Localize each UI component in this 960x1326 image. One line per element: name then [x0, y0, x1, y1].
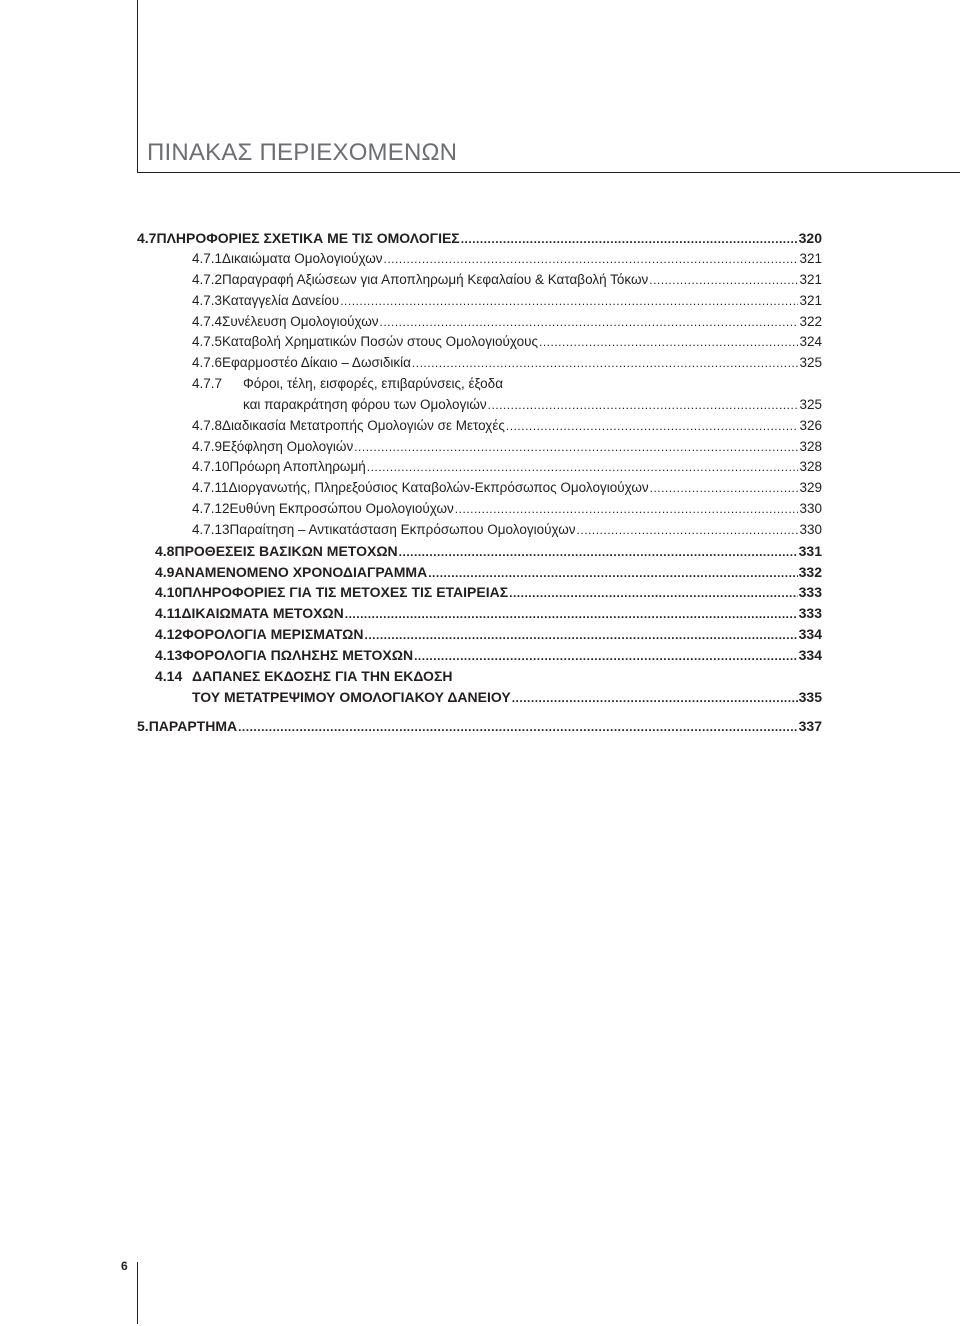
toc-title: ΠΑΡΑΡΤΗΜΑ — [148, 718, 238, 734]
dot-leader — [354, 437, 798, 457]
dot-leader — [512, 688, 798, 708]
dot-leader — [649, 270, 798, 290]
dot-leader — [345, 604, 798, 624]
toc-number: 4.12 — [155, 626, 183, 642]
toc-page: 324 — [799, 334, 822, 349]
toc-page: 329 — [799, 480, 822, 495]
toc-title-continued: ΤΟΥ ΜΕΤΑΤΡΕΨΙΜΟΥ ΟΜΟΛΟΓΙΑΚΟΥ ΔΑΝΕΙΟΥ — [192, 689, 511, 705]
toc-title: Ευθύνη Εκπροσώπου Ομολογιούχων — [229, 501, 454, 516]
toc-entry-4-7-5[interactable] — [192, 332, 822, 352]
toc-entry-4-14[interactable] — [155, 666, 822, 686]
toc-entry-4-14-continued[interactable] — [192, 687, 822, 707]
toc-page: 326 — [799, 418, 822, 433]
dot-leader — [650, 478, 799, 498]
toc-title-continued: και παρακράτηση φόρου των Ομολογιών — [243, 397, 487, 412]
toc-title: ΠΡΟΘΕΣΕΙΣ ΒΑΣΙΚΩΝ ΜΕΤΟΧΩΝ — [174, 543, 398, 559]
toc-title: Καταβολή Χρηματικών Ποσών στους Ομολογιούχους — [222, 334, 538, 349]
toc-page: 325 — [799, 355, 822, 370]
dot-leader — [461, 229, 798, 249]
toc-number: 4.8 — [155, 543, 175, 559]
toc-title: ΠΛΗΡΟΦΟΡΙΕΣ ΓΙΑ ΤΙΣ ΜΕΤΟΧΕΣ ΤΙΣ ΕΤΑΙΡΕΙΑΣ — [182, 584, 509, 600]
header-horizontal-rule — [137, 172, 960, 173]
toc-entry-4-7-7[interactable] — [192, 374, 822, 394]
toc-number: 4.7.9 — [192, 439, 223, 454]
toc-entry-4-7[interactable] — [137, 228, 822, 248]
toc-page: 320 — [798, 230, 822, 246]
toc-title: Διαδικασία Μετατροπής Ομολογιών σε Μετοχές — [222, 418, 505, 433]
dot-leader — [238, 717, 798, 737]
toc-number: 4.14 — [155, 668, 183, 684]
toc-page: 332 — [798, 564, 822, 580]
toc-entry-4-12[interactable] — [155, 624, 822, 644]
toc-entry-4-11[interactable] — [155, 603, 822, 623]
toc-number: 4.7.2 — [192, 272, 223, 287]
toc-entry-4-13[interactable] — [155, 645, 822, 665]
toc-entry-4-7-8[interactable] — [192, 416, 822, 436]
toc-number: 4.7.4 — [192, 314, 223, 329]
toc-page: 330 — [799, 501, 822, 516]
toc-number: 4.9 — [155, 564, 175, 580]
toc-page: 328 — [799, 459, 822, 474]
dot-leader — [428, 563, 797, 583]
toc-entry-4-7-12[interactable] — [192, 499, 822, 519]
toc-entry-4-7-2[interactable] — [192, 270, 822, 290]
toc-number: 4.7.11 — [192, 480, 229, 495]
dot-leader — [399, 542, 798, 562]
toc-page: 337 — [798, 718, 822, 734]
toc-page: 328 — [799, 439, 822, 454]
toc-title: ΑΝΑΜΕΝΟΜΕΝΟ ΧΡΟΝΟΔΙΑΓΡΑΜΜΑ — [174, 564, 428, 580]
toc-title: Δικαιώματα Ομολογιούχων — [222, 251, 383, 266]
toc-number: 4.7.3 — [192, 293, 223, 308]
toc-entry-4-7-1[interactable] — [192, 249, 822, 269]
page-title: ΠΙΝΑΚΑΣ ΠΕΡΙΕΧΟΜΕΝΩΝ — [147, 139, 458, 166]
dot-leader — [340, 291, 798, 311]
toc-number: 4.7.8 — [192, 418, 223, 433]
toc-entry-5[interactable] — [137, 716, 822, 736]
dot-leader — [384, 249, 799, 269]
toc-number: 4.7.10 — [192, 459, 230, 474]
toc-number: 4.13 — [155, 647, 183, 663]
dot-leader — [488, 395, 799, 415]
dot-leader — [380, 312, 799, 332]
toc-title: ΔΙΚΑΙΩΜΑΤΑ ΜΕΤΟΧΩΝ — [181, 605, 344, 621]
dot-leader — [509, 583, 798, 603]
dot-leader — [367, 457, 799, 477]
toc-page: 333 — [798, 605, 822, 621]
toc-page: 334 — [798, 626, 822, 642]
dot-leader — [414, 646, 798, 666]
toc-entry-4-7-3[interactable] — [192, 291, 822, 311]
toc-page: 321 — [799, 272, 822, 287]
toc-number: 4.7.1 — [192, 251, 223, 266]
toc-title: ΠΛΗΡΟΦΟΡΙΕΣ ΣΧΕΤΙΚΑ ΜΕ ΤΙΣ ΟΜΟΛΟΓΙΕΣ — [156, 230, 460, 246]
toc-page: 333 — [798, 584, 822, 600]
toc-entry-4-7-13[interactable] — [192, 520, 822, 540]
toc-page: 331 — [798, 543, 822, 559]
toc-number: 4.7.6 — [192, 355, 223, 370]
toc-title: Συνέλευση Ομολογιούχων — [222, 314, 379, 329]
toc-entry-4-9[interactable] — [155, 562, 822, 582]
footer-vertical-rule — [137, 1262, 138, 1324]
toc-title: ΔΑΠΑΝΕΣ ΕΚΔΟΣΗΣ ΓΙΑ ΤΗΝ ΕΚΔΟΣΗ — [192, 668, 453, 684]
toc-title: ΦΟΡΟΛΟΓΙΑ ΜΕΡΙΣΜΑΤΩΝ — [182, 626, 364, 642]
toc-title: Εξόφληση Ομολογιών — [222, 439, 354, 454]
header-vertical-rule — [137, 0, 138, 173]
toc-page: 334 — [798, 647, 822, 663]
toc-page: 330 — [799, 522, 822, 537]
dot-leader — [365, 625, 798, 645]
toc-entry-4-7-11[interactable] — [192, 478, 822, 498]
toc-page: 325 — [799, 397, 822, 412]
toc-page: 335 — [798, 689, 822, 705]
toc-title: ΦΟΡΟΛΟΓΙΑ ΠΩΛΗΣΗΣ ΜΕΤΟΧΩΝ — [182, 647, 414, 663]
toc-entry-4-7-9[interactable] — [192, 437, 822, 457]
toc-entry-4-7-4[interactable] — [192, 312, 822, 332]
toc-entry-4-10[interactable] — [155, 582, 822, 602]
toc-number: 4.10 — [155, 584, 183, 600]
dot-leader — [455, 499, 799, 519]
toc-page: 321 — [799, 251, 822, 266]
toc-number: 4.7.5 — [192, 334, 223, 349]
toc-title: Φόροι, τέλη, εισφορές, επιβαρύνσεις, έξοδα — [243, 376, 503, 391]
page-number: 6 — [121, 1259, 128, 1273]
toc-title: Διοργανωτής, Πληρεξούσιος Καταβολών-Εκπρόσωπος Ομολογιούχων — [228, 480, 649, 495]
toc-number: 4.7.12 — [192, 501, 230, 516]
toc-entry-4-7-10[interactable] — [192, 457, 822, 477]
toc-entry-4-7-6[interactable] — [192, 353, 822, 373]
toc-number: 4.7.7 — [192, 376, 223, 391]
dot-leader — [539, 332, 798, 352]
toc-number: 5. — [137, 718, 149, 734]
dot-leader — [506, 416, 799, 436]
toc-number: 4.7.13 — [192, 522, 230, 537]
dot-leader — [577, 520, 799, 540]
toc-page: 321 — [799, 293, 822, 308]
toc-entry-4-8[interactable] — [155, 541, 822, 561]
toc-title: Παραίτηση – Αντικατάσταση Εκπρόσωπου Ομολογιούχων — [229, 522, 576, 537]
toc-title: Εφαρμοστέο Δίκαιο – Δωσιδικία — [222, 355, 411, 370]
dot-leader — [412, 353, 799, 373]
toc-title: Παραγραφή Αξιώσεων για Αποπληρωμή Κεφαλαίου & Καταβολή Τόκων — [222, 272, 649, 287]
toc-page: 322 — [799, 314, 822, 329]
toc-title: Πρόωρη Αποπληρωμή — [229, 459, 366, 474]
toc-entry-4-7-7-continued[interactable] — [243, 395, 822, 415]
toc-number: 4.11 — [155, 605, 182, 621]
toc-title: Καταγγελία Δανείου — [222, 293, 340, 308]
toc-number: 4.7 — [137, 230, 157, 246]
